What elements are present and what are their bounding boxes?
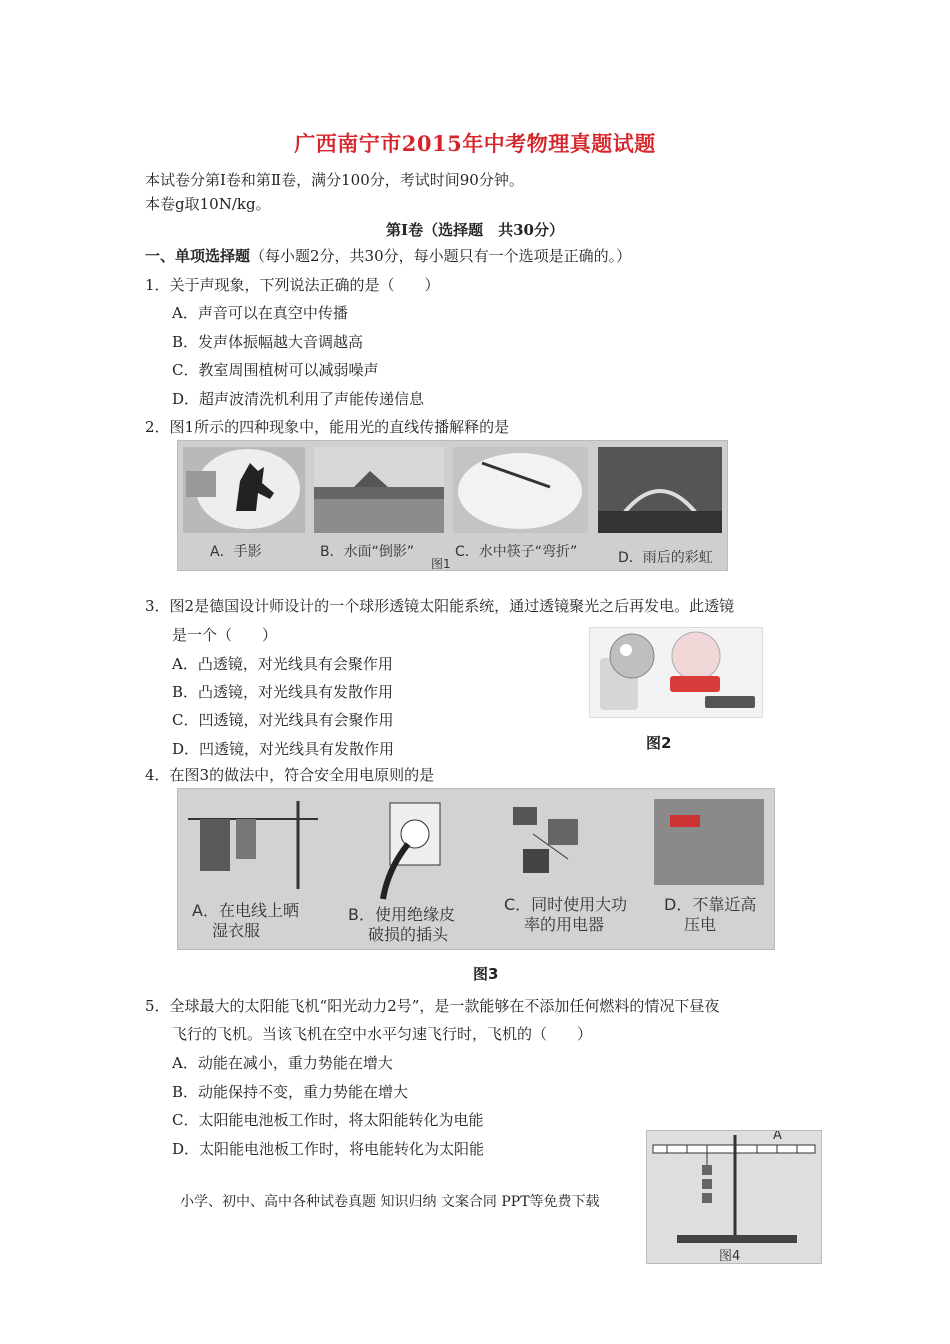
q3-stem-line-1: 3．图2是德国设计师设计的一个球形透镜太阳能系统，通过透镜聚光之后再发电。此透镜 (145, 597, 735, 615)
q5-option-d: D．太阳能电池板工作时，将电能转化为太阳能 (172, 1140, 485, 1158)
figure-3-caption-c (504, 895, 627, 935)
q1-stem: 1．关于声现象，下列说法正确的是（ ） (145, 276, 440, 294)
figure-3-caption-b (348, 905, 455, 945)
figure-4-label: 图4 (719, 1249, 741, 1264)
figure-3-caption-c-line-2: 率的用电器 (524, 915, 605, 934)
q1-option-d: D．超声波清洗机利用了声能传递信息 (172, 390, 425, 408)
q5-option-b: B．动能保持不变，重力势能在增大 (172, 1083, 409, 1101)
figure-3-caption-d-line-2: 压电 (684, 915, 717, 934)
figure-3-caption-d-line-1: D．不靠近高 (664, 895, 757, 914)
section-heading (145, 246, 631, 266)
figure-1-caption-a: A．手影 (210, 544, 262, 560)
figure-1-caption-c: C．水中筷子“弯折” (455, 544, 578, 560)
figure-4 (646, 1130, 822, 1264)
q1-option-b: B．发声体振幅越大音调越高 (172, 333, 364, 351)
figure-1-caption-d: D．雨后的彩虹 (618, 550, 713, 566)
figure-3-caption-a (192, 901, 299, 941)
q2-stem: 2．图1所示的四种现象中，能用光的直线传播解释的是 (145, 418, 510, 436)
figure-1-caption-b: B．水面“倒影” (320, 544, 415, 560)
intro-line-2: 本卷g取10N/kg。 (145, 195, 271, 213)
q4-stem: 4．在图3的做法中，符合安全用电原则的是 (145, 766, 435, 784)
q3-stem-line-2: 是一个（ ） (172, 626, 278, 644)
figure-3-caption-c-line-1: C．同时使用大功 (504, 895, 628, 914)
figure-4-lever-drawing (647, 1131, 821, 1263)
footer-note: 小学、初中、高中各种试卷真题 知识归纳 文案合同 PPT等免费下载 (180, 1194, 600, 1210)
figure-3-caption-b-line-2: 破损的插头 (368, 925, 449, 944)
q3-option-b: B．凸透镜，对光线具有发散作用 (172, 683, 394, 701)
figure-3-caption-a-line-2: 湿衣服 (212, 921, 261, 940)
figure-4-marker-a: A (773, 1130, 782, 1143)
figure-3-label: 图3 (473, 965, 499, 983)
figure-2-photo (590, 628, 762, 717)
figure-1 (177, 440, 728, 571)
q5-stem-line-1: 5．全球最大的太阳能飞机“阳光动力2号”，是一款能够在不添加任何燃料的情况下昼夜 (145, 997, 720, 1015)
figure-3-caption-d (664, 895, 756, 935)
section-rule: （每小题2分，共30分，每小题只有一个选项是正确的。） (250, 247, 632, 265)
q5-stem-line-2: 飞行的飞机。当该飞机在空中水平匀速飞行时，飞机的（ ） (172, 1025, 593, 1043)
q1-option-a: A．声音可以在真空中传播 (172, 304, 348, 322)
q3-option-a: A．凸透镜，对光线具有会聚作用 (172, 655, 393, 673)
q5-option-c: C．太阳能电池板工作时，将太阳能转化为电能 (172, 1111, 484, 1129)
q3-option-d: D．凹透镜，对光线具有发散作用 (172, 740, 395, 758)
q5-option-a: A．动能在减小，重力势能在增大 (172, 1054, 393, 1072)
intro-line-1: 本试卷分第Ⅰ卷和第Ⅱ卷，满分100分，考试时间90分钟。 (145, 171, 524, 189)
q1-option-c: C．教室周围植树可以减弱噪声 (172, 361, 379, 379)
section-label: 一、单项选择题 (145, 247, 251, 265)
figure-3-caption-b-line-1: B．使用绝缘皮 (348, 905, 455, 924)
part-heading: 第Ⅰ卷（选择题 共30分） (386, 221, 564, 239)
figure-2-label: 图2 (646, 734, 672, 752)
q3-option-c: C．凹透镜，对光线具有会聚作用 (172, 711, 394, 729)
page-title: 广西南宁市2015年中考物理真题试题 (294, 131, 656, 156)
figure-1-label: 图1 (431, 557, 451, 571)
figure-3 (177, 788, 775, 950)
figure-2 (589, 627, 763, 718)
figure-3-caption-a-line-1: A．在电线上晒 (192, 901, 299, 920)
